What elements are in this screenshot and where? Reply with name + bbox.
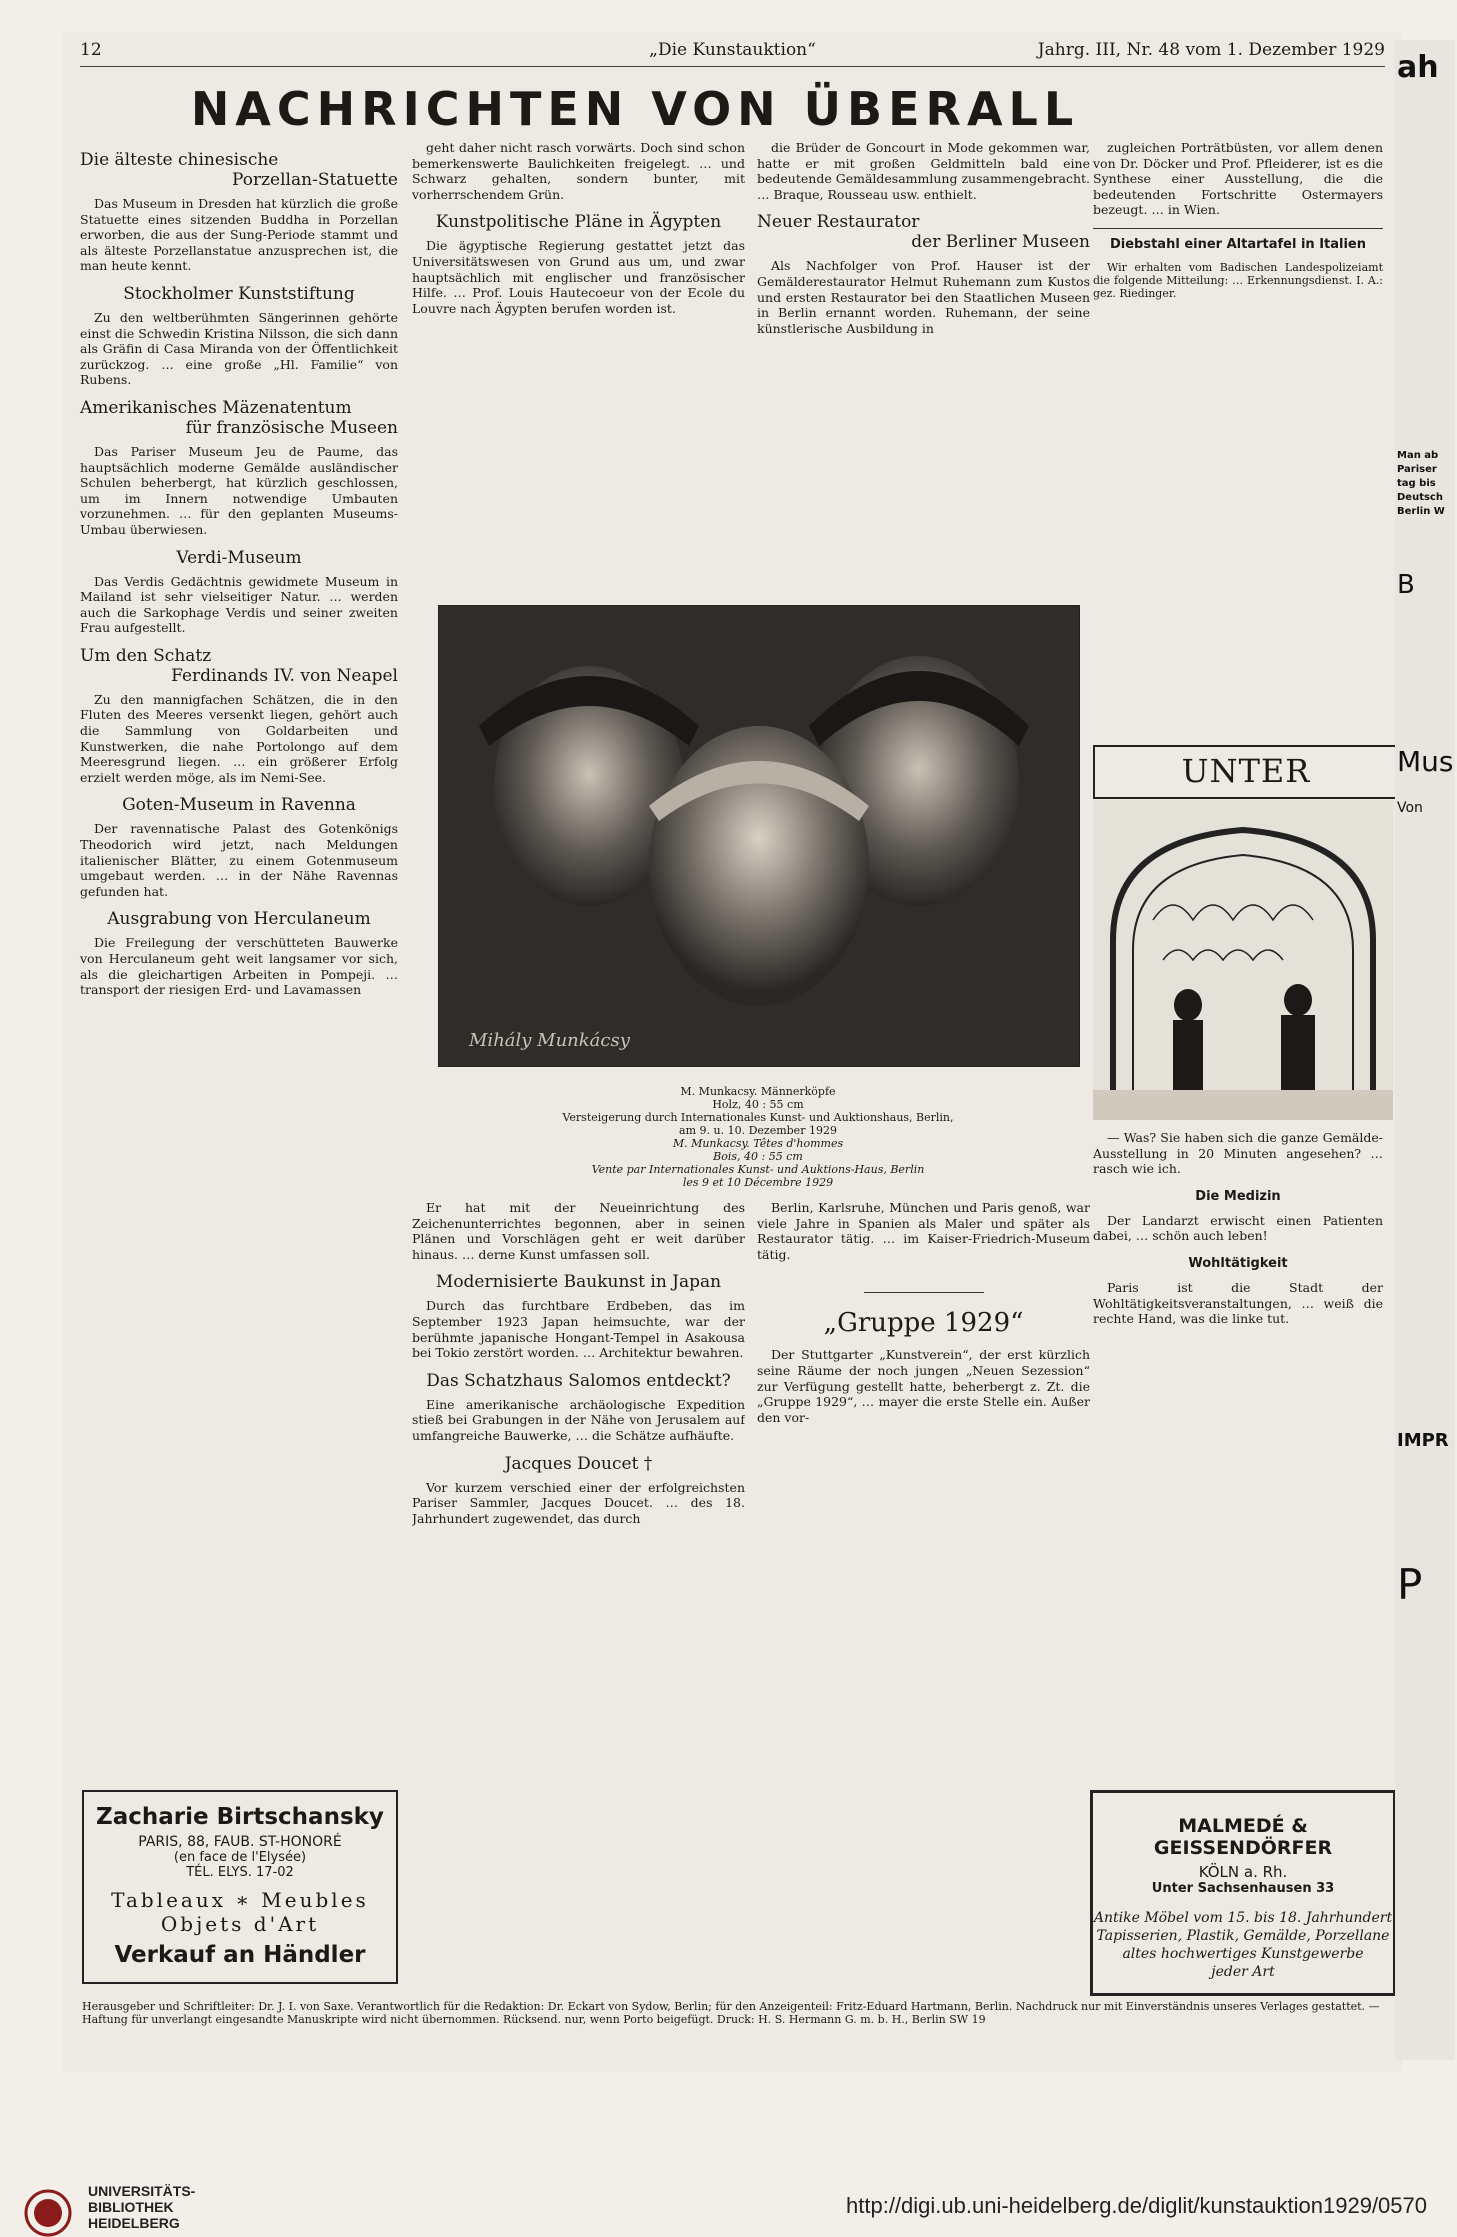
article-title: Amerikanisches Mäzenatentum für französische Museen: [80, 397, 398, 438]
article-text: Die Freilegung der verschütteten Bauwerke von Herculaneum geht weit langsamer vor sich, als die gleichartigen Arbeiten in Pompeji. … transport der riesigen Erd- und Lavamassen: [80, 935, 398, 998]
article-title: Stockholmer Kunststiftung: [123, 283, 355, 304]
ad-city: KÖLN a. Rh.: [1198, 1863, 1288, 1881]
strip-text: Man ab: [1397, 450, 1439, 461]
caption-line: am 9. u. 10. Dezember 1929: [679, 1124, 837, 1137]
ad-line: Tableaux ∗ Meubles: [111, 1888, 369, 1912]
article-text: Er hat mit der Neueinrichtung des Zeichenunterrichtes begonnen, aber in seinen Plänen und Vorschlägen geht er weit darüber hinaus. … derne Kunst umfassen soll.: [412, 1200, 745, 1262]
painting-reproduction: [438, 605, 1080, 1067]
article-text: Paris ist die Stadt der Wohltätigkeitsveranstaltungen, … weiß die rechte Hand, was die linke tut.: [1093, 1279, 1383, 1327]
library-name: UNIVERSITÄTS- BIBLIOTHEK HEIDELBERG: [88, 2183, 196, 2231]
article-text: Das Pariser Museum Jeu de Paume, das hauptsächlich moderne Gemälde ausländischer Schulen beherbergt, hat kürzlich geschlossen, um im Innern notwendige Umbauten vorzunehmen. … für den geplanten Museums-Umbau überwiesen.: [80, 443, 398, 537]
strip-text: P: [1397, 1560, 1423, 1609]
caption-line: les 9 et 10 Décembre 1929: [682, 1176, 834, 1189]
ad-line: Antike Möbel vom 15. bis 18. Jahrhundert: [1093, 1910, 1393, 1926]
adjacent-page-strip: [1395, 40, 1455, 2060]
article-text: Die ägyptische Regierung gestattet jetzt das Universitätswesen von Grund aus um, und zwar hauptsächlich mit englischer und französischer Hilfe. … Prof. Louis Hautecoeur von der Ecole du Louvre nach Ägypten berufen worden ist.: [412, 238, 745, 316]
article-text: zugleichen Porträtbüsten, vor allem denen von Dr. Döcker und Prof. Pfleiderer, ist es die Synthese einer Ausstellung, die die bedeutenden Fortschritte Ostermayers bezeugt. … in Wien.: [1093, 140, 1383, 218]
column-4-top: [1093, 140, 1383, 720]
ad-street: Unter Sachsenhausen 33: [1151, 1881, 1335, 1896]
article-title: Kunstpolitische Pläne in Ägypten: [435, 212, 722, 233]
caption-line: M. Munkacsy. Männerköpfe: [680, 1085, 836, 1098]
column-4-bottom: [1093, 1130, 1383, 1780]
strip-text: ah: [1397, 50, 1439, 85]
column-2-bottom: [412, 1200, 745, 1990]
ad-tel: TÉL. ELYS. 17-02: [186, 1865, 294, 1880]
article-title: Neuer Restaurator der Berliner Museen: [757, 212, 1090, 253]
strip-text: Pariser: [1397, 464, 1437, 475]
unter-kollegen-title: UNTER: [1093, 745, 1397, 799]
ad-name: MALMEDÉ & GEISSENDÖRFER: [1153, 1815, 1333, 1859]
joke-text: — Was? Sie haben sich die ganze Gemälde-Ausstellung in 20 Minuten angesehen? … rasch wie ich.: [1093, 1130, 1383, 1177]
strip-text: IMPR: [1397, 1430, 1449, 1451]
article-text: Durch das furchtbare Erdbeben, das im September 1923 Japan heimsuchte, war der berühmte japanische Hongant-Tempel in Asakousa bei Tokio zerstört worden. … Architektur bewahren.: [412, 1298, 745, 1361]
strip-text: Mus: [1397, 745, 1454, 778]
caption-line: Vente par Internationales Kunst- und Auktions-Haus, Berlin: [591, 1163, 925, 1176]
article-title: Die Medizin: [1195, 1188, 1281, 1204]
article-title: Diebstahl einer Altartafel in Italien: [1093, 228, 1383, 255]
ad-line: jeder Art: [1211, 1964, 1275, 1980]
ad-line: Objets d'Art: [160, 1912, 320, 1936]
ad-line: altes hochwertiges Kunstgewerbe: [1122, 1946, 1364, 1962]
strip-text: tag bis: [1397, 478, 1436, 489]
page-number: 12: [80, 40, 102, 60]
strip-text: Von: [1397, 800, 1423, 816]
ad-malmede: [1090, 1790, 1396, 1996]
university-seal-icon: [24, 2189, 72, 2237]
ad-name: Zacharie Birtschansky: [96, 1804, 384, 1830]
article-text: Wir erhalten vom Badischen Landespolizeiamt die folgende Mitteilung: … Erkennungsdienst. I. A.: gez. Riedinger.: [1093, 260, 1383, 300]
article-text: Als Nachfolger von Prof. Hauser ist der Gemälderestaurator Helmut Ruhemann zum Kustos und ersten Restaurator bei den Staatlichen Museen in Berlin ernannt worden. Ruhemann, der seine künstlerische Ausbildung in: [757, 258, 1090, 336]
cartoon-illustration: [1093, 800, 1393, 1120]
article-title: Verdi-Museum: [176, 547, 302, 568]
running-header: [80, 40, 1385, 67]
strip-text: B: [1397, 570, 1415, 600]
article-text: Eine amerikanische archäologische Expedition stieß bei Grabungen in der Nähe von Jerusalem auf umfangreiche Bauwerke, … die Schätze aufhäufte.: [412, 1396, 745, 1443]
ad-note: (en face de l'Elysée): [173, 1850, 307, 1865]
source-url-link[interactable]: http://digi.ub.uni-heidelberg.de/diglit/kunstauktion1929/0570: [846, 2193, 1427, 2218]
painting-image: [439, 606, 1079, 1066]
column-3-top: [757, 140, 1090, 342]
article-text: Zu den mannigfachen Schätzen, die in den Fluten des Meeres versenkt liegen, gehört auch die Sammlung von Goldarbeiten und Kunstwerken, die nahe Portolongo auf dem Meeresgrund liegen. … ein größerer Erfolg erzielt werden möge, als im Nemi-See.: [80, 691, 398, 785]
caption-line: Versteigerung durch Internationales Kunst- und Auktionshaus, Berlin,: [562, 1111, 954, 1124]
caption-line: M. Munkacsy. Têtes d'hommes: [672, 1137, 844, 1150]
article-text: geht daher nicht rasch vorwärts. Doch sind schon bemerkenswerte Baulichkeiten freigelegt. … und Schwarz gehalten, sondern bunter, mit vorherrschendem Grün.: [412, 140, 745, 202]
strip-text: Berlin W: [1397, 506, 1445, 517]
article-title: Das Schatzhaus Salomos entdeckt?: [426, 1370, 731, 1391]
library-footer: [0, 2175, 1457, 2236]
article-title: Goten-Museum in Ravenna: [122, 795, 356, 816]
painting-caption: [438, 1085, 1078, 1189]
article-text: Berlin, Karlsruhe, München und Paris genoß, war viele Jahre in Spanien als Maler und später als Restaurator tätig. … im Kaiser-Friedrich-Museum tätig.: [757, 1200, 1090, 1262]
article-title: Wohltätigkeit: [1188, 1255, 1288, 1271]
ad-birtschansky: [82, 1790, 398, 1984]
column-2-top: [412, 140, 745, 322]
painting-signature: Mihály Munkácsy: [469, 1030, 630, 1051]
article-title: Modernisierte Baukunst in Japan: [435, 1272, 722, 1293]
article-text: Zu den weltberühmten Sängerinnen gehörte einst die Schwedin Kristina Nilsson, die sich dann als Gräfin di Casa Miranda von der Öffentlichkeit zurückzog. … eine große „Hl. Familie“ von Rubens.: [80, 309, 398, 388]
article-text: die Brüder de Goncourt in Mode gekommen war, hatte er mit großen Geldmitteln bald eine bedeutende Gemäldesammlung zusammengebracht. … Braque, Rousseau usw. enthielt.: [757, 140, 1090, 202]
ad-address: PARIS, 88, FAUB. ST-HONORÉ: [138, 1834, 342, 1850]
article-title: „Gruppe 1929“: [823, 1308, 1024, 1339]
article-text: Das Verdis Gedächtnis gewidmete Museum in Mailand ist sehr vielseitiger Natur. … werden auch die Sarkophage Verdis und seiner zweiten Frau aufgestellt.: [80, 573, 398, 636]
article-text: Vor kurzem verschied einer der erfolgreichsten Pariser Sammler, Jacques Doucet. … des 18. Jahrhundert zugewendet, das durch: [412, 1479, 745, 1526]
ad-line: Tapisserien, Plastik, Gemälde, Porzellane: [1096, 1928, 1390, 1944]
article-title: Ausgrabung von Herculaneum: [107, 909, 371, 930]
column-1: [80, 140, 398, 1004]
article-text: Der ravennatische Palast des Gotenkönigs Theodorich wird jetzt, nach Meldungen italienischer Blätter, zu einem Gotenmuseum umgebaut werden. … in der Nähe Ravennas gefunden hat.: [80, 821, 398, 899]
issue-info: Jahrg. III, Nr. 48 vom 1. Dezember 1929: [1037, 40, 1385, 60]
article-text: Der Stuttgarter „Kunstverein“, der erst kürzlich seine Räume der noch jungen „Neuen Sezession“ zur Verfügung gestellt hatte, beherbergt z. Zt. die „Gruppe 1929“, … mayer die erste Stelle ein. Außer den vor-: [757, 1347, 1090, 1425]
divider: [864, 1292, 984, 1293]
article-title: Jacques Doucet †: [504, 1453, 653, 1474]
article-text: Das Museum in Dresden hat kürzlich die große Statuette eines sitzenden Buddha in Porzellan erworben, die aus der Sung-Periode stammt und als älteste Porzellanstatue anzusprechen ist, die man heute kennt.: [80, 196, 398, 274]
masthead: NACHRICHTEN VON ÜBERALL: [190, 82, 1080, 136]
ad-line: Verkauf an Händler: [114, 1942, 366, 1968]
article-title: Die älteste chinesische Porzellan-Statuette: [80, 150, 398, 190]
column-3-bottom: [757, 1200, 1090, 1990]
strip-text: Deutsch: [1397, 492, 1443, 503]
imprint-footer: Herausgeber und Schriftleiter: Dr. J. I. von Saxe. Verantwortlich für die Redaktion: Dr. Eckart von Sydow, Berlin; für den Anzeigenteil: Fritz-Eduard Hartmann, Berlin. Nachdruck nur mit Einverständnis unseres Verlages gestattet. — Haftung für unverlangt eingesandte Manuskripte wird nicht übernommen. Rücksend. nur, wenn Porto beigefügt. Druck: H. S. Hermann G. m. b. H., Berlin SW 19: [82, 2000, 1380, 2026]
article-title: Um den Schatz Ferdinands IV. von Neapel: [80, 645, 398, 686]
article-text: Der Landarzt erwischt einen Patienten dabei, … schön auch leben!: [1093, 1212, 1383, 1244]
publication-title: „Die Kunstauktion“: [649, 40, 816, 60]
caption-line: Bois, 40 : 55 cm: [713, 1150, 803, 1163]
caption-line: Holz, 40 : 55 cm: [712, 1098, 804, 1111]
